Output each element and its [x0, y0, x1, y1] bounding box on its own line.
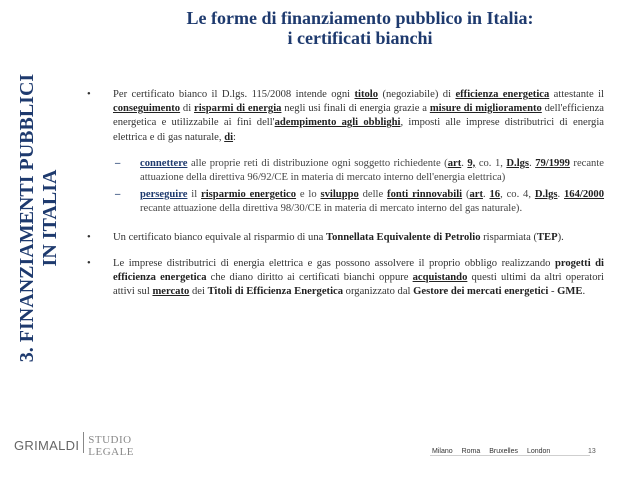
slide-title: [100, 8, 620, 48]
keyword: art: [447, 157, 462, 169]
sub-mark: –: [115, 189, 121, 201]
text: , imposti alle imprese distributrici di energia elettrica e di gas naturale,: [113, 117, 604, 143]
keyword: 79/1999: [535, 157, 570, 169]
text: alle proprie reti di distribuzione ogni soggetto richiedente (: [187, 157, 448, 169]
text: (: [462, 189, 470, 201]
side-title-line1: 3. FINANZIAMENTI PUBBLICI: [16, 73, 38, 362]
keyword: D.lgs: [534, 189, 558, 201]
keyword: di: [224, 131, 234, 143]
logo-legale: LEGALE: [88, 446, 135, 458]
city-milano: Milano: [432, 448, 453, 455]
footer-cities: [432, 448, 561, 455]
text: .: [582, 286, 586, 298]
text: ).: [557, 231, 564, 243]
keyword: 16: [489, 189, 501, 201]
keyword: Tonnellata Equivalente di Petrolio: [325, 231, 481, 243]
city-roma: Roma: [461, 448, 481, 455]
logo-studio-legale: [84, 432, 134, 458]
keyword: D.lgs: [506, 157, 530, 169]
slide-title-line1: Le forme di finanziamento pubblico in Italia:: [186, 8, 534, 28]
city-bruxelles: Bruxelles: [489, 448, 519, 455]
text: dei: [189, 286, 208, 298]
text: -: [548, 286, 558, 298]
logo-grimaldi: GRIMALDI: [14, 432, 84, 453]
keyword: 164/2000: [564, 189, 605, 201]
text: .: [529, 157, 536, 169]
keyword: risparmi di energia: [194, 103, 282, 115]
keyword: adempimento agli obblighi: [274, 117, 401, 129]
text: Le imprese distributrici di energia elettrica e gas possono assolvere il proprio obbligo realizzando: [113, 257, 555, 269]
keyword: acquistando: [412, 272, 468, 284]
text: co. 1,: [475, 157, 507, 169]
keyword: GME: [557, 286, 583, 298]
keyword: conseguimento: [113, 103, 181, 115]
text: il: [187, 189, 202, 201]
bullet-obbligo: [82, 257, 604, 300]
text: dell'efficienza energetica e utilizzabile ai fini dell': [113, 103, 604, 129]
text: , co. 4,: [500, 189, 535, 201]
text: organizzato dal: [343, 286, 414, 298]
text: delle: [358, 189, 388, 201]
text: recante attuazione della direttiva 98/30/CE in materia di mercato interno del gas naturale).: [140, 203, 523, 215]
text: e lo: [296, 189, 321, 201]
text: recante attuazione della direttiva 96/92/CE in materia di mercato interno dell'energia elettrica): [140, 157, 604, 184]
footer-divider: [430, 455, 590, 456]
bullet-tep: [82, 231, 604, 245]
text: .: [461, 157, 468, 169]
bullet-mark: •: [87, 89, 91, 100]
sub-mark: –: [115, 157, 121, 169]
bullet-definition: [82, 88, 604, 145]
keyword: misure di miglioramento: [429, 103, 542, 115]
keyword: titolo: [354, 89, 379, 100]
text: risparmiata (: [480, 231, 537, 243]
text: (negoziabile) di: [378, 89, 456, 100]
text: .: [557, 189, 564, 201]
sub-bullet-perseguire: [82, 188, 604, 216]
bullet-mark: •: [87, 257, 91, 269]
slide-content: [82, 88, 604, 299]
text: .: [483, 189, 490, 201]
text: attestante il: [549, 89, 604, 100]
keyword: TEP: [536, 231, 558, 243]
side-title-line2: IN ITALIA: [39, 169, 61, 266]
keyword: efficienza energetica: [455, 89, 550, 100]
slide-title-line2: i certificati bianchi: [287, 28, 433, 48]
keyword: connettere: [140, 157, 188, 169]
bullet-mark: •: [87, 231, 91, 243]
keyword: art: [469, 189, 484, 201]
sub-bullet-connettere: [82, 157, 604, 185]
keyword: fonti rinnovabili: [387, 189, 463, 201]
text: Per certificato bianco il D.lgs. 115/2008 intende ogni: [113, 89, 355, 100]
text: :: [233, 131, 236, 143]
text: negli usi finali di energia grazie a: [281, 103, 430, 115]
side-title: [0, 40, 78, 395]
logo-studio: STUDIO: [88, 434, 132, 446]
keyword: mercato: [152, 286, 190, 298]
keyword: sviluppo: [320, 189, 359, 201]
text: che diano diritto ai certificati bianchi oppure: [206, 272, 413, 284]
firm-logo: [14, 432, 134, 458]
text: di: [180, 103, 194, 115]
text: questi ultimi da altri operatori attivi sul: [113, 272, 604, 298]
city-london: London: [526, 448, 551, 455]
keyword: 9,: [467, 157, 476, 169]
keyword: perseguire: [140, 189, 188, 201]
keyword: progetti di efficienza energetica: [113, 257, 604, 284]
page-number: 13: [588, 448, 596, 455]
keyword: Gestore dei mercati energetici: [413, 286, 549, 298]
keyword: Titoli di Efficienza Energetica: [207, 286, 344, 298]
text: Un certificato bianco equivale al risparmio di una: [113, 231, 326, 243]
keyword: risparmio energetico: [201, 189, 297, 201]
